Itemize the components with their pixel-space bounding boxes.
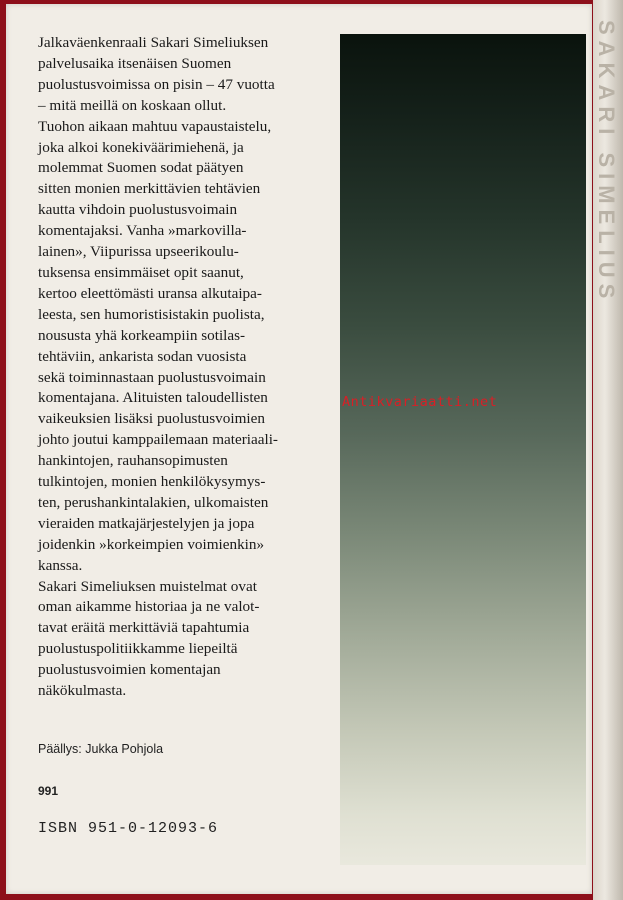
- blurb-line: kautta vihdoin puolustusvoimain: [38, 201, 238, 219]
- blurb-line: tuksensa ensimmäiset opit saanut,: [38, 263, 244, 281]
- blurb-line: komentajaksi. Vanha »markovilla-: [38, 222, 247, 240]
- blurb-line: leesta, sen humoristisistakin puolista,: [38, 305, 265, 323]
- blurb-line: sekä toiminnastaan puolustusvoimain: [38, 368, 266, 386]
- blurb-line: vaikeuksien lisäksi puolustusvoimien: [38, 410, 265, 428]
- book-spine: [593, 0, 623, 900]
- blurb-line: puolustusvoimissa on pisin – 47 vuotta: [38, 75, 275, 93]
- blurb-line: lainen», Viipurissa upseerikoulu-: [38, 243, 239, 261]
- watermark-text: Antikvariaatti.net: [342, 394, 498, 410]
- blurb-line: kertoo eleettömästi uransa alkutaipa-: [38, 284, 262, 302]
- blurb-text: [38, 33, 338, 702]
- blurb-line: näkökulmasta.: [38, 682, 127, 700]
- blurb-line: puolustusvoimien komentajan: [38, 661, 221, 679]
- blurb-line: johto joutui kamppailemaan materiaali-: [38, 431, 278, 449]
- gradient-artwork-panel: [340, 34, 586, 865]
- cover-design-credit: Päällys: Jukka Pohjola: [38, 742, 164, 756]
- blurb-line: vieraiden matkajärjestelyjen ja jopa: [38, 514, 255, 532]
- blurb-line: tulkintojen, monien henkilökysymys-: [38, 473, 266, 491]
- blurb-line: kanssa.: [38, 556, 83, 574]
- blurb-line: joka alkoi konekiväärimiehenä, ja: [38, 138, 244, 156]
- blurb-line: hankintojen, rauhansopimusten: [38, 452, 228, 470]
- blurb-line: palvelusaika itsenäisen Suomen: [38, 54, 232, 72]
- blurb-line: Tuohon aikaan mahtuu vapaustaistelu,: [38, 117, 272, 135]
- product-code: 991: [38, 784, 59, 798]
- blurb-line: joidenkin »korkeimpien voimienkin»: [38, 535, 265, 553]
- blurb-line: sitten monien merkittävien tehtävien: [38, 180, 261, 198]
- spine-title: SAKARI SIMELIUS: [594, 20, 619, 305]
- blurb-line: ten, perushankintalakien, ulkomaisten: [38, 493, 269, 511]
- blurb-line: komentajana. Alituisten taloudellisten: [38, 389, 268, 407]
- blurb-line: tehtäviin, ankarista sodan vuosista: [38, 347, 247, 365]
- blurb-line: oman aikamme historiaa ja ne valot-: [38, 598, 260, 616]
- blurb-line: puolustuspolitiikkamme liepeiltä: [38, 640, 238, 658]
- isbn-number: ISBN 951-0-12093-6: [38, 820, 219, 837]
- blurb-line: molemmat Suomen sodat päätyen: [38, 159, 244, 177]
- blurb-line: Sakari Simeliuksen muistelmat ovat: [38, 577, 257, 595]
- blurb-line: tavat eräitä merkittäviä tapahtumia: [38, 619, 250, 637]
- blurb-line: Jalkaväenkenraali Sakari Simeliuksen: [38, 34, 269, 51]
- blurb-line: noususta yhä korkeampiin sotilas-: [38, 326, 246, 344]
- blurb-line: – mitä meillä on koskaan ollut.: [38, 96, 227, 114]
